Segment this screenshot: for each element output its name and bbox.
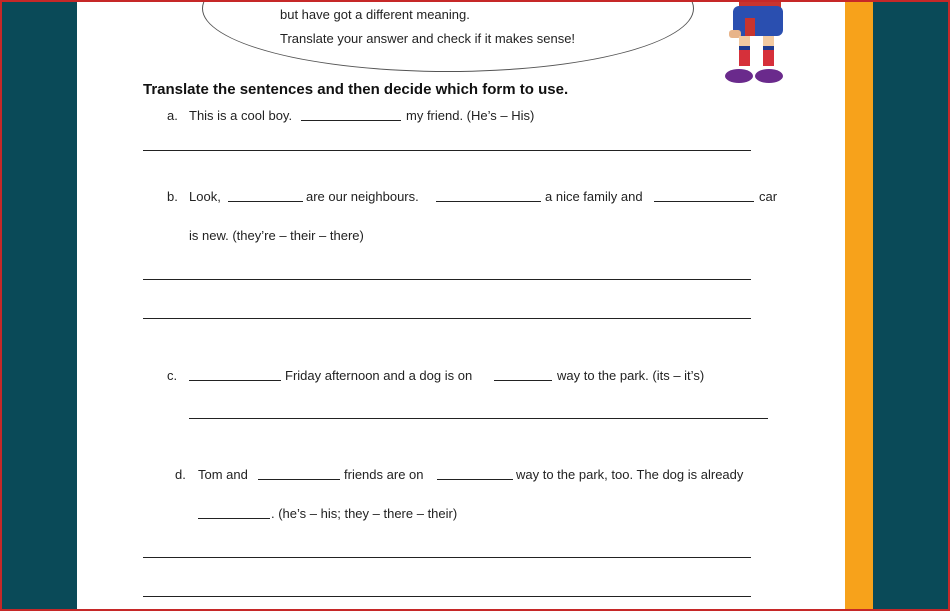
instructions-heading: Translate the sentences and then decide which form to use. — [143, 81, 569, 98]
exercise-d-marker: d. — [175, 467, 186, 482]
exercise-c-marker: c. — [167, 368, 178, 383]
exercise-d-text-1: Tom and — [198, 467, 248, 482]
exercise-a-marker: a. — [167, 108, 178, 123]
exercise-b-blank-3[interactable] — [654, 190, 754, 202]
bubble-text-line-1: but have got a different meaning. — [280, 7, 470, 22]
exercise-b-blank-2[interactable] — [436, 190, 541, 202]
exercise-d-translation-line-2[interactable] — [143, 596, 751, 597]
exercise-d-blank-2[interactable] — [437, 468, 513, 480]
exercise-d-text-3: way to the park, too. The dog is already — [516, 467, 744, 482]
exercise-b-text-4: car — [759, 189, 778, 204]
exercise-b-translation-line-2[interactable] — [143, 318, 751, 319]
exercise-b-marker: b. — [167, 189, 178, 204]
exercise-a-text-after: my friend. (He’s – His) — [406, 108, 535, 123]
exercise-d-blank-1[interactable] — [258, 468, 340, 480]
bubble-text-line-2: Translate your answer and check if it makes sense! — [280, 31, 576, 46]
exercise-d-translation-line-1[interactable] — [143, 557, 751, 558]
exercise-d-text-line-2: . (he’s – his; they – there – their) — [271, 506, 458, 521]
exercise-c-translation-line[interactable] — [189, 418, 768, 419]
exercise-d-text-2: friends are on — [344, 467, 424, 482]
orange-side-strip — [845, 0, 873, 611]
exercise-c-text-1: Friday afternoon and a dog is on — [285, 368, 473, 383]
exercise-c-blank-2[interactable] — [494, 369, 552, 381]
exercise-a-blank[interactable] — [301, 109, 401, 121]
exercise-b-text-3: a nice family and — [545, 189, 643, 204]
exercise-b-translation-line-1[interactable] — [143, 279, 751, 280]
exercise-d-blank-3[interactable] — [198, 507, 270, 519]
exercise-c-text-2: way to the park. (its – it’s) — [557, 368, 705, 383]
exercise-b-text-2: are our neighbours. — [306, 189, 419, 204]
exercise-a-translation-line[interactable] — [143, 150, 751, 151]
exercise-b-text-line-2: is new. (they’re – their – there) — [189, 228, 364, 243]
worksheet-page — [77, 0, 845, 611]
exercise-b-text-1: Look, — [189, 189, 221, 204]
football-player-illustration — [709, 0, 789, 92]
exercise-a-text-before: This is a cool boy. — [189, 108, 293, 123]
teal-right-margin — [873, 0, 950, 611]
exercise-b-blank-1[interactable] — [228, 190, 303, 202]
exercise-c-blank-1[interactable] — [189, 369, 281, 381]
